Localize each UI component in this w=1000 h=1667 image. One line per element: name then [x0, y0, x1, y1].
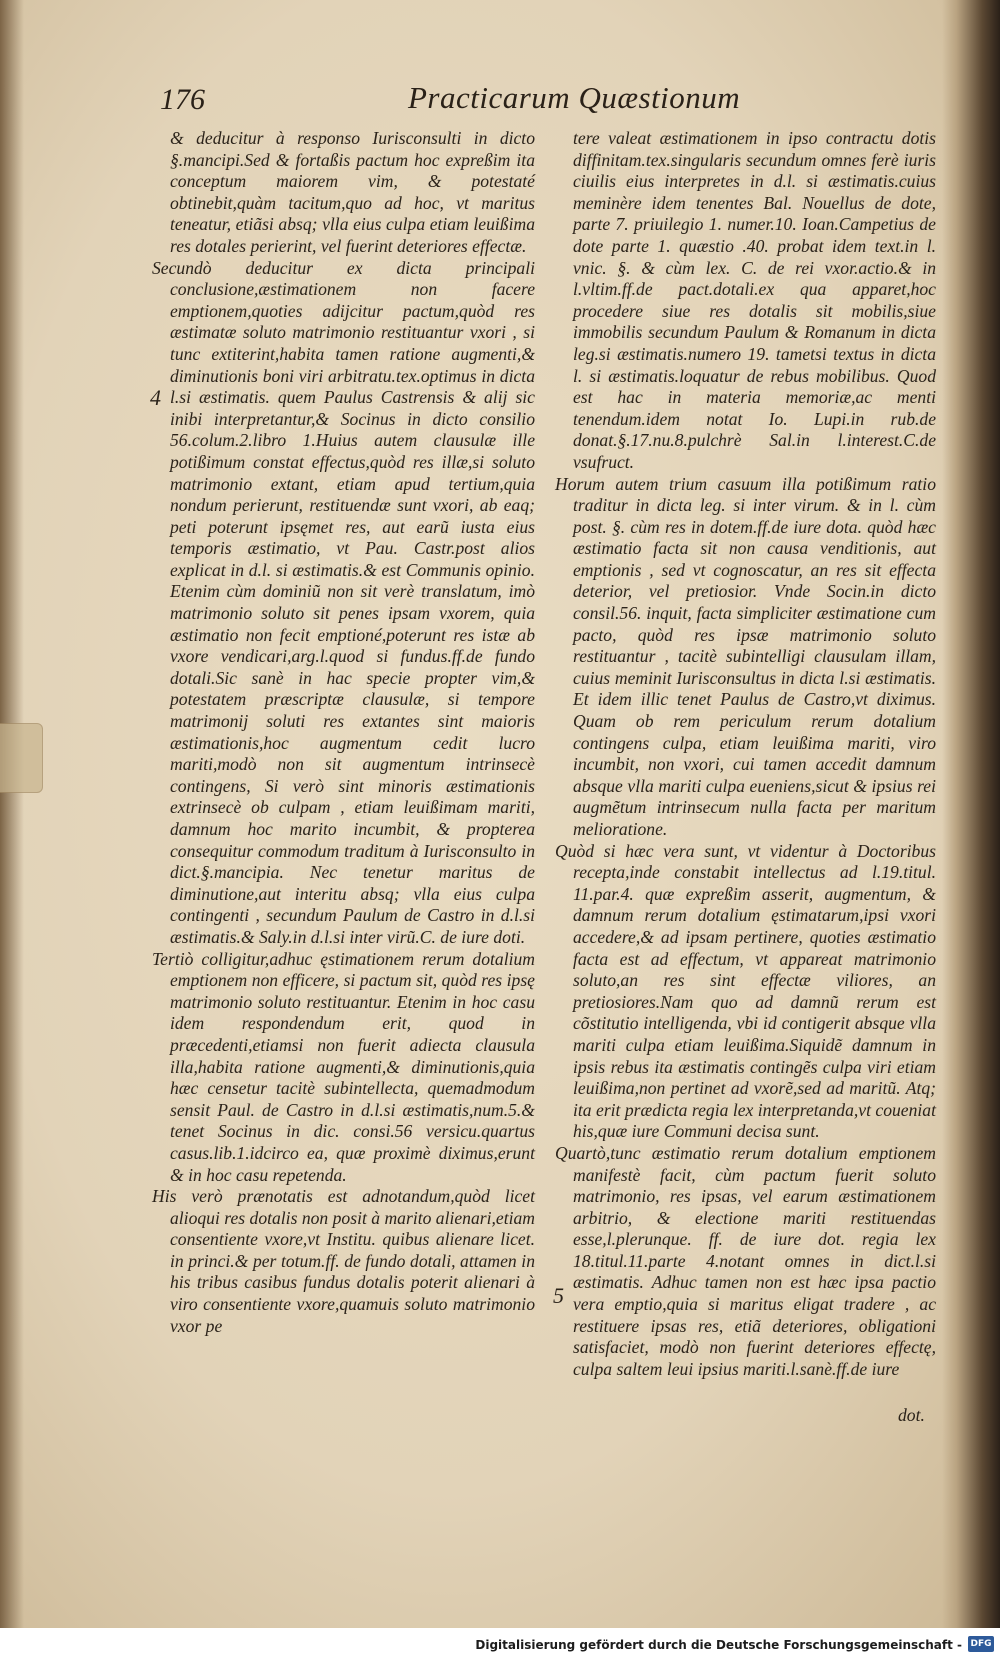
paragraph: Secundò deducitur ex dicta principali conclusione,æstimationem non facere emptionem,quoties adijcitur pactum,quòd res æstimatæ soluto matrimonio restituantur vxori , si tunc extiterint,habita tamen ratione augmenti,& diminutionis boni viri arbitratu.tex.optimus in dicta l.si æstimatis. quem Paulus Castrensis & alij sic inibi interpretantur,& Socinus in dicto consilio 56.colum.2.libro 1.Huius autem clausulæ ille potißimum constat effectus,quòd res illæ,si soluto matrimonio extant, etiam apud tertium,quia nondum perierunt, restituendæ sunt vxori, ab eaq; peti poterunt ipsęmet res, aut earũ iusta eius temporis æstimatio, vt Pau. Castr.post alios explicat in d.l. si æstimatis.& est Communis opinio. Etenim cùm dominiũ non sit verè translatum, imò matrimonio soluto sit penes ipsam vxorem, quia æstimatio non fecit emptioné,poterunt res istæ ab vxore vendicari,arg.l.quod si fundus.ff.de fundo dotali.Sic sanè in hac specie propter vim,& potestatem præscriptæ clausulæ, si tempore matrimonij soluti res extantes sint maioris æstimationis,hoc augmentum cedit lucro mariti,modò non sit augmentum intrinsecè contingens, Si verò sint minoris æstimationis extrinsecè ob culpam , etiam leuißimam mariti, damnum hoc marito incumbit, & propterea consequitur commodum traditum à Iurisconsulto in dict.§.mancipia. Nec tenetur maritus de diminutione,aut interitu absq; vlla eius culpa contingenti , secundum Paulum de Castro in d.l.si æstimatis.& Saly.in d.l.si inter virũ.C. de iure doti.: [152, 257, 535, 947]
paragraph: Horum autem trium casuum illa potißimum ratio traditur in dicta leg. si inter virum. & in l. cùm post. §. cùm res in dotem.ff.de iure dota. quòd hæc æstimatio facta sit non causa venditionis, aut emptionis , sed vt cognoscatur, an res sit effecta deterior, vel pretiosior. Vnde Socin.in dicto consil.56. inquit, facta simpliciter æstimatione cum pacto, quòd res ipsæ matrimonio soluto restituantur , tacitè subintelligi clausulam illam, cuius meminit Iurisconsultus in dicta l.si æstimatis. Et idem illic tenet Paulus de Castro,vt diximus. Quam ob rem periculum rerum dotalium contingens culpa, etiam leuißima mariti, viro incumbit, non vxori, cui tamen accedit damnum absque vlla mariti culpa eueniens,sicut & ipsius rei augmẽtum intrinsecum nulla facta per maritum melioratione.: [555, 473, 936, 839]
margin-number-right: 5: [553, 1283, 564, 1308]
book-gutter: [942, 0, 1000, 1628]
paragraph: Quòd si hæc vera sunt, vt videntur à Doctoribus recepta,inde constabit intellectus ad l.19.titul. 11.par.4. quæ expreßim asserit, augmentum, & damnum rerum dotalium ęstimatarum,ipsi vxori accedere,& ad ipsam pertinere, quoties æstimatio facta est ad effectum, vt appareat matrimonio soluto,an res sint effectæ viliores, an pretiosiores.Nam quo ad damnũ rerum est cõstitutio intelligenda, vbi id contigerit absque vlla mariti culpa etiam leuißima.Siquidẽ damnum in ipsis rebus ita æstimatis contingẽs culpa viri etiam leuißima,non pertinet ad vxorẽ,sed ad maritũ. Atq; ita erit prædicta regia lex interpretanda,vt coueniat his,quæ iure Communi decisa sunt.: [555, 840, 936, 1142]
right-column: [555, 128, 936, 1380]
paragraph: tere valeat æstimationem in ipso contractu dotis diffinitam.tex.singularis secundum omnes ferè iuris ciuilis eius interpretes in d.l. si æstimatis.cuius meminère idem tenentes Bal. Nouellus de dote, parte 7. priuilegio 1. numer.10. Ioan.Campetius de dote parte 1. quæstio .40. probat idem text.in l. vnic. §. & cùm lex. C. de rei vxor.actio.& in l.vltim.ff.de pact.dotali.ex qua apparet,hoc procedere siue res dotalis sit mobilis,siue immobilis secundum Paulum & Romanum in dicta leg.si æstimatis.numero 19. tametsi textus in dicta l. si æstimatis.loquatur de rebus mobilibus. Quod est hac in materia memoriæ,ac menti tenendum.idem notat Io. Lupi.in rub.de donat.§.17.nu.8.pulchrè Sal.in l.interest.C.de vsufruct.: [573, 128, 936, 472]
funding-note: Digitalisierung gefördert durch die Deutsche Forschungsgemeinschaft -: [475, 1638, 962, 1652]
paper-tab: [0, 723, 43, 793]
page-number: 176: [160, 83, 205, 116]
dfg-logo-icon: DFG: [968, 1636, 994, 1652]
left-column: [152, 128, 535, 1337]
footer-bar: [0, 1628, 1000, 1667]
paragraph: & deducitur à responso Iurisconsulti in dicto §.mancipi.Sed & fortaßis pactum hoc expreßim ita conceptum maiorem vim, & potestaté obtinebit,quàm tacitum,quo ad hoc, vt maritus teneatur, etiãsi absq; vlla eius culpa etiam leuißima res dotales perierint, vel fuerint deteriores effectæ.: [170, 128, 535, 256]
page-edge-shadow: [0, 0, 24, 1628]
margin-number-left: 4: [150, 385, 161, 410]
running-head: Practicarum Quæstionum: [408, 80, 741, 115]
paragraph: Quartò,tunc æstimatio rerum dotalium emptionem manifestè facit, cùm pactum fuerit soluto matrimonio, res ipsas, vel earum æstimationem arbitrio, & electione mariti restituendas esse,l.plerunque. ff. de iure dot. regia lex 18.titul.11.parte 4.notant omnes in dict.l.si æstimatis. Adhuc tamen non est hæc ipsa pactio vera emptio,quia si maritus eligat tradere , ac restituere ipsas res, etiã deteriores, obligationi satisfaciet, modò non fuerint deteriores effectę, culpa saltem leui ipsius mariti.l.sanè.ff.de iure: [555, 1142, 936, 1379]
paragraph: His verò prænotatis est adnotandum,quòd licet alioqui res dotalis non posit à marito alienari,etiam consentiente vxore,vt Institu. quibus alienare licet. in princi.& per totum.ff. de fundo dotali, attamen in his tribus casibus fundus dotalis poterit alienari à viro consentiente vxore,quamuis soluto matrimonio vxor pe: [152, 1186, 535, 1336]
paragraph: Tertiò colligitur,adhuc ęstimationem rerum dotalium emptionem non efficere, si pactum sit, quòd res ipsę matrimonio soluto restituantur. Etenim in hoc casu idem respondendum erit, quod in præcedenti,etiamsi non fuerit adiecta clausula illa,habita ratione augmenti,& diminutionis,quia hæc censetur tacitè subintellecta, quemadmodum sensit Paul. de Castro in d.l.si æstimatis,num.5.& tenet Socinus in dic. consi.56 versicu.quartus casus.lib.1.idcirco ea, quæ proximè diximus,erunt & in hoc casu repetenda.: [152, 948, 535, 1185]
catchword: dot.: [898, 1405, 925, 1425]
